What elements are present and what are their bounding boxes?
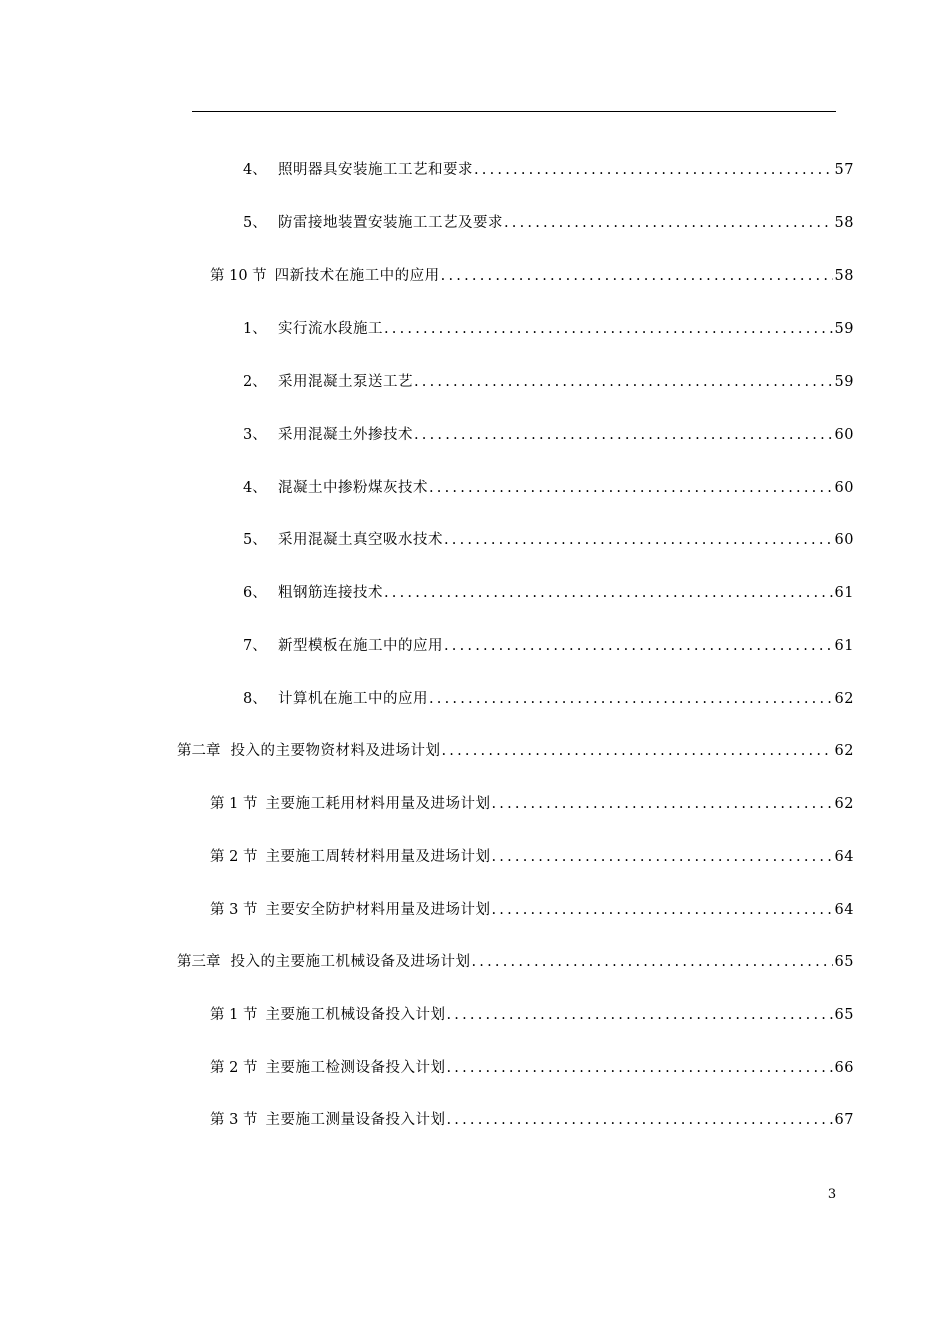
toc-entry[interactable] (210, 1004, 854, 1026)
toc-dot-leader (384, 582, 833, 604)
toc-entry-number: 第 10 节 (210, 268, 267, 284)
toc-entry[interactable] (210, 899, 854, 921)
toc-entry-title: 防雷接地装置安装施工工艺及要求 (278, 215, 503, 231)
toc-dot-leader (444, 635, 833, 657)
toc-entry-number: 4、 (243, 162, 267, 178)
toc-entry[interactable] (177, 951, 854, 973)
toc-entry[interactable] (243, 424, 854, 446)
toc-entry[interactable] (243, 529, 854, 551)
toc-entry-title: 照明器具安装施工工艺和要求 (278, 162, 473, 178)
toc-entry-page: 59 (834, 321, 854, 337)
toc-entry-number: 第三章 (177, 954, 221, 970)
toc-entry[interactable] (210, 793, 854, 815)
toc-entry-page: 65 (834, 954, 854, 970)
toc-entry-title: 主要施工检测设备投入计划 (265, 1060, 446, 1076)
toc-entry[interactable] (177, 740, 854, 762)
toc-entry-page: 64 (834, 902, 854, 918)
toc-entry-title: 计算机在施工中的应用 (278, 691, 428, 707)
toc-entry-number: 2、 (243, 374, 267, 390)
toc-dot-leader (429, 477, 833, 499)
toc-dot-leader (414, 424, 833, 446)
toc-entry[interactable] (243, 582, 854, 604)
page-number: 3 (827, 1187, 837, 1202)
toc-entry-page: 65 (834, 1007, 854, 1023)
toc-entry[interactable] (210, 1057, 854, 1079)
toc-entry-number: 3、 (243, 427, 267, 443)
toc-entry[interactable] (210, 265, 854, 287)
toc-entry-title: 投入的主要物资材料及进场计划 (230, 743, 441, 759)
toc-dot-leader (414, 371, 833, 393)
toc-entry-number: 8、 (243, 691, 267, 707)
toc-entry-page: 64 (834, 849, 854, 865)
toc-dot-leader (442, 740, 833, 762)
toc-entry-number: 第二章 (177, 743, 221, 759)
toc-entry-page: 66 (834, 1060, 854, 1076)
toc-entry-page: 61 (834, 585, 854, 601)
toc-entry-page: 62 (834, 743, 854, 759)
toc-entry-title: 主要施工机械设备投入计划 (265, 1007, 446, 1023)
toc-entry-number: 1、 (243, 321, 267, 337)
toc-dot-leader (384, 318, 833, 340)
toc-entry-title: 采用混凝土真空吸水技术 (278, 532, 443, 548)
toc-entry-title: 投入的主要施工机械设备及进场计划 (230, 954, 471, 970)
toc-entry-number: 5、 (243, 215, 267, 231)
toc-entry-title: 混凝土中掺粉煤灰技术 (278, 480, 428, 496)
toc-entry-number: 5、 (243, 532, 267, 548)
toc-entry-number: 第 3 节 (210, 1112, 258, 1128)
toc-entry-page: 62 (834, 691, 854, 707)
toc-dot-leader (491, 846, 832, 868)
toc-entry-page: 57 (834, 162, 854, 178)
toc-entry-number: 7、 (243, 638, 267, 654)
toc-dot-leader (472, 951, 833, 973)
toc-entry-page: 60 (834, 532, 854, 548)
toc-entry[interactable] (243, 318, 854, 340)
toc-dot-leader (491, 899, 832, 921)
toc-entry[interactable] (243, 635, 854, 657)
toc-entry[interactable] (243, 688, 854, 710)
header-rule (192, 111, 836, 112)
toc-entry-number: 第 2 节 (210, 1060, 258, 1076)
toc-entry-title: 新型模板在施工中的应用 (278, 638, 443, 654)
toc-entry-title: 主要施工测量设备投入计划 (265, 1112, 446, 1128)
toc-dot-leader (491, 793, 832, 815)
toc-dot-leader (504, 212, 833, 234)
toc-entry-number: 第 2 节 (210, 849, 258, 865)
toc-entry-page: 60 (834, 480, 854, 496)
toc-entry-title: 主要施工周转材料用量及进场计划 (265, 849, 491, 865)
toc-entry-number: 第 3 节 (210, 902, 258, 918)
toc-dot-leader (446, 1109, 832, 1131)
toc-entry-title: 主要安全防护材料用量及进场计划 (265, 902, 491, 918)
toc-entry-title: 实行流水段施工 (278, 321, 383, 337)
toc-entry-number: 第 1 节 (210, 796, 258, 812)
toc-entry-title: 采用混凝土泵送工艺 (278, 374, 413, 390)
toc-entry-page: 60 (834, 427, 854, 443)
toc-entry-title: 主要施工耗用材料用量及进场计划 (265, 796, 491, 812)
toc-dot-leader (474, 159, 833, 181)
toc-entry-number: 4、 (243, 480, 267, 496)
toc-entry-title: 四新技术在施工中的应用 (274, 268, 440, 284)
toc-dot-leader (446, 1057, 832, 1079)
toc-dot-leader (441, 265, 833, 287)
toc-entry[interactable] (210, 846, 854, 868)
toc-entry-page: 67 (834, 1112, 854, 1128)
toc-entry-page: 59 (834, 374, 854, 390)
toc-entry-title: 采用混凝土外掺技术 (278, 427, 413, 443)
toc-entry[interactable] (243, 159, 854, 181)
toc-entry[interactable] (243, 212, 854, 234)
toc-entry-number: 6、 (243, 585, 267, 601)
toc-entry-page: 62 (834, 796, 854, 812)
toc-entry-page: 61 (834, 638, 854, 654)
toc-entry[interactable] (243, 371, 854, 393)
toc-dot-leader (446, 1004, 832, 1026)
toc-entry[interactable] (210, 1109, 854, 1131)
toc-entry-number: 第 1 节 (210, 1007, 258, 1023)
toc-entry[interactable] (243, 477, 854, 499)
toc-dot-leader (429, 688, 833, 710)
toc-entry-page: 58 (834, 215, 854, 231)
toc-entry-title: 粗钢筋连接技术 (278, 585, 383, 601)
toc-dot-leader (444, 529, 833, 551)
toc-entry-page: 58 (834, 268, 854, 284)
